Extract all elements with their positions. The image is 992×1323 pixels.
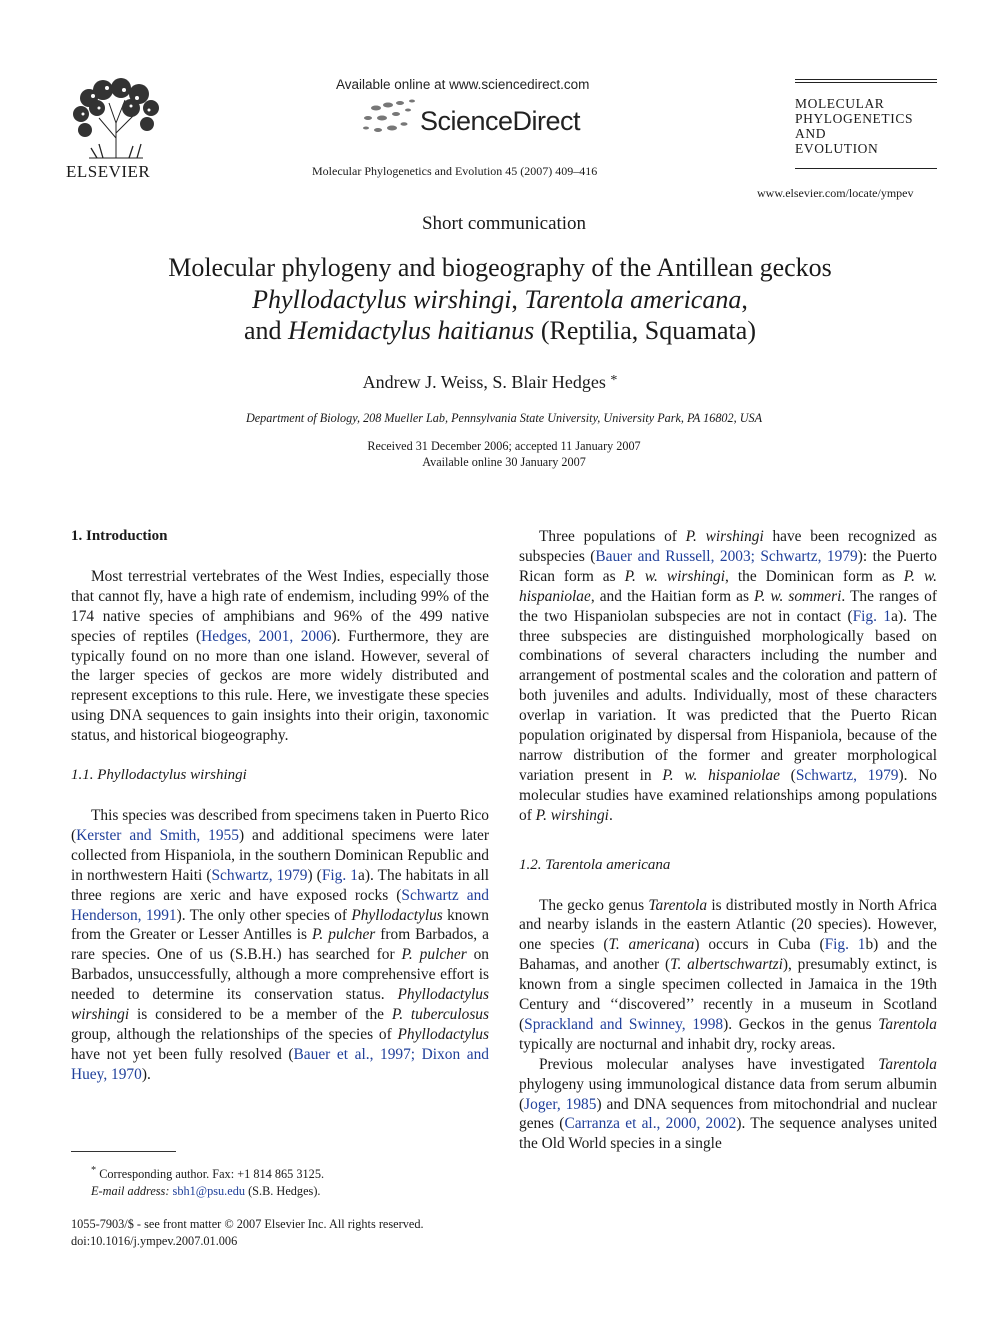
article-type: Short communication — [421, 213, 587, 234]
subsection-heading: 1.1. Phyllodactylus wirshingi — [71, 767, 247, 784]
elsevier-logo — [66, 78, 166, 182]
publisher-name: ELSEVIER — [66, 162, 151, 181]
authors: Andrew J. Weiss, S. Blair Hedges * — [362, 372, 618, 392]
elsevier-tree-icon — [69, 78, 163, 162]
left-column — [71, 527, 489, 1085]
sciencedirect-wordmark: ScienceDirect — [420, 106, 581, 136]
citation-link[interactable]: Bauer et al., 1997; Dixon and Huey, 1970 — [71, 1045, 489, 1083]
journal-name: MOLECULAR PHYLOGENETICS AND EVOLUTION — [795, 96, 914, 156]
citation-link[interactable]: Kerster and Smith, 1955 — [76, 826, 239, 844]
available-online-link[interactable]: Available online at www.sciencedirect.com — [336, 77, 590, 92]
paragraph: Most terrestrial vertebrates of the West Indies, especially those that cannot fly, have a high rate of endemism, including 99% of the 174 native species of amphibians and 96% of the 499 native species of reptiles (Hedges, 2001, 2006). Furthermore, they are typically found on no more than one island. However, several of the larger species of geckos are more widely distributed and represent exceptions to this rule. Here, we investigate these species using DNA sequences to gain insights into their origin, taxonomic status, and historical biogeography. — [71, 567, 489, 745]
footnote: * Corresponding author. Fax: +1 814 865 3125. E-mail address: sbh1@psu.edu (S.B. Hedges). — [91, 1165, 325, 1199]
paragraph: Three populations of P. wirshingi have been recognized as subspecies (Bauer and Russell, 2003; Schwartz, 1979): the Puerto Rican form as P. w. wirshingi, the Dominican form as P. w. hispaniolae, and the Haitian form as P. w. sommeri. The ranges of the two Hispaniolan subspecies are not in contact (Fig. 1a). The three subspecies are distinguished morphologically based on combinations of several characters including the number and arrangement of postmental scales and the coloration and pattern of both juveniles and adults. Individually, most of these characters overlap in variation. It was predicted that the Puerto Rican population originated by dispersal from Hispaniola, because of the narrow distribution of the former and greater morphological variation present in P. w. hispaniolae (Schwartz, 1979). No molecular studies have examined relationships among populations of P. wirshingi. — [519, 528, 938, 824]
subsection-heading: 1.2. Tarentola americana — [519, 856, 671, 873]
copyright-block: 1055-7903/$ - see front matter © 2007 Elsevier Inc. All rights reserved. doi:10.1016/j.ympev.2007.01.006 — [71, 1217, 424, 1248]
doi[interactable]: doi:10.1016/j.ympev.2007.01.006 — [71, 1234, 238, 1248]
article-title: Molecular phylogeny and biogeography of the Antillean geckos Phyllodactylus wirshingi, Tarentola americana, and Hemidactylus haitianus (Reptilia, Squamata) — [168, 253, 832, 345]
paragraph: This species was described from specimens taken in Puerto Rico (Kerster and Smith, 1955) and additional specimens were later collected from Hispaniola, in the southern Dominican Republic and in northwestern Haiti (Schwartz, 1979) (Fig. 1a). The habitats in all three regions are xeric and have exposed rocks (Schwartz and Henderson, 1991). The only other species of Phyllodactylus known from the Greater or Lesser Antilles is P. pulcher from Barbados, a rare species. One of us (S.B.H.) has searched for P. pulcher on Barbados, unsuccessfully, although a more comprehensive effort is needed to determine its conservation status. Phyllodactylus wirshingi is considered to be a member of the P. tuberculosus group, although the relationships of the species of Phyllodactylus have not yet been fully resolved (Bauer et al., 1997; Dixon and Huey, 1970). — [71, 806, 490, 1083]
figure-link[interactable]: Fig. 1 — [824, 936, 866, 954]
dates: Received 31 December 2006; accepted 11 January 2007 Available online 30 January 2007 — [367, 439, 641, 469]
citation-link[interactable]: Bauer and Russell, 2003; Schwartz, 1979 — [595, 547, 858, 565]
footnote-divider — [71, 1151, 176, 1152]
right-column — [519, 527, 937, 1154]
journal-title-box — [795, 79, 937, 171]
journal-url-link[interactable]: www.elsevier.com/locate/ympev — [757, 186, 914, 200]
citation-link[interactable]: Sprackland and Swinney, 1998 — [524, 1015, 724, 1033]
citation-link[interactable]: Hedges, 2001, 2006 — [201, 627, 332, 645]
affiliation: Department of Biology, 208 Mueller Lab, Pennsylvania State University, University Park, PA 16802, USA — [245, 411, 763, 425]
citation-link[interactable]: Schwartz, 1979 — [795, 766, 899, 784]
paragraph: Previous molecular analyses have investigated Tarentola phylogeny using immunological distance data from serum albumin (Joger, 1985) and DNA sequences from mitochondrial and nuclear genes (Carranza et al., 2000, 2002). The sequence analyses united the Old World species in a single — [519, 1055, 938, 1153]
citation-link[interactable]: Schwartz and Henderson, 1991 — [71, 886, 489, 924]
section-heading: 1. Introduction — [71, 528, 168, 544]
corresponding-author-mark[interactable]: * — [610, 373, 618, 388]
citation-link[interactable]: Joger, 1985 — [524, 1095, 597, 1113]
paragraph: The gecko genus Tarentola is distributed mostly in North Africa and nearby islands in the eastern Atlantic (20 species). However, one species (T. americana) occurs in Cuba (Fig. 1b) and the Bahamas, and another (T. albertschwartzi), presumably extinct, is known from a single specimen collected in Jamaica in the 19th Century and ‘‘discovered’’ recently in a museum in Scotland (Sprackland and Swinney, 1998). Geckos in the genus Tarentola typically are nocturnal and inhabit dry, rocky areas. — [519, 896, 937, 1053]
figure-link[interactable]: Fig. 1 — [852, 607, 892, 625]
figure-link[interactable]: Fig. 1 — [321, 866, 358, 884]
journal-citation: Molecular Phylogenetics and Evolution 45 (2007) 409–416 — [312, 164, 598, 178]
citation-link[interactable]: Carranza et al., 2000, 2002 — [564, 1115, 737, 1133]
email-link[interactable]: sbh1@psu.edu — [172, 1184, 245, 1199]
citation-link[interactable]: Schwartz, 1979 — [211, 866, 308, 884]
